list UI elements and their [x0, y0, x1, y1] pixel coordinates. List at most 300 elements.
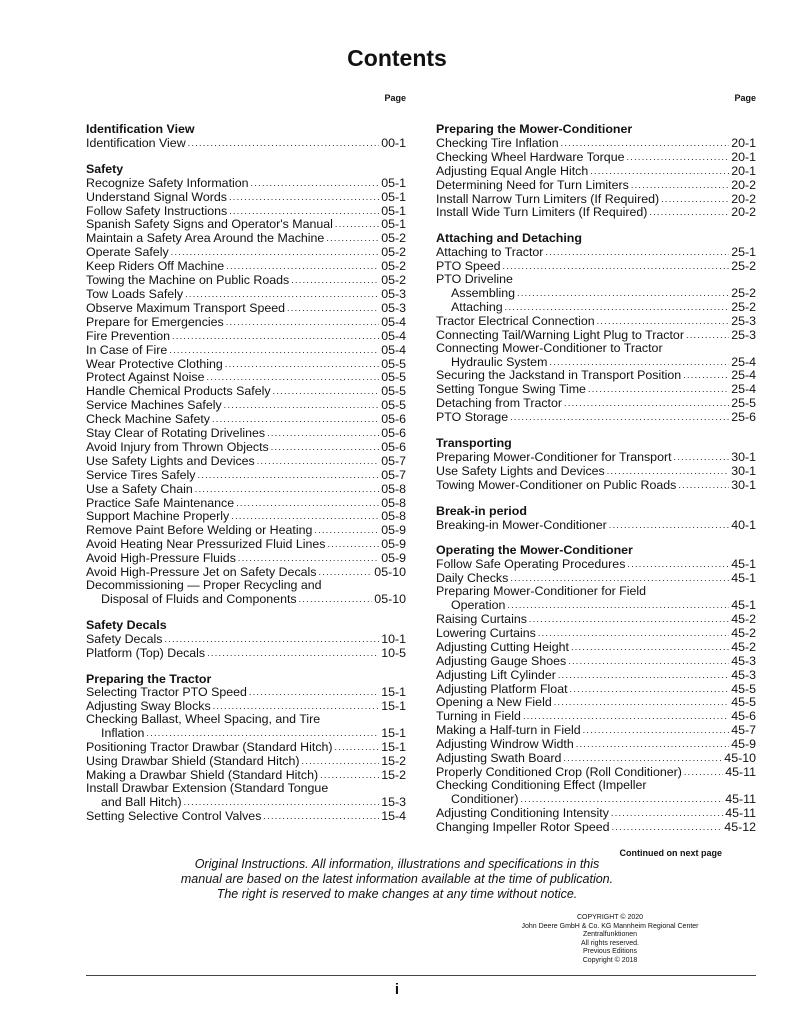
toc-entry[interactable]: [436, 654, 756, 668]
toc-entry-label: Checking Wheel Hardware Torque: [436, 149, 625, 164]
page-column-header: Page: [384, 93, 406, 103]
toc-entry[interactable]: [86, 273, 406, 287]
toc-entry-label: Avoid Heating Near Pressurized Fluid Lines: [86, 537, 326, 552]
dot-leader: [626, 150, 729, 164]
toc-entry-label: Wear Protective Clothing: [86, 356, 223, 371]
toc-entry[interactable]: [86, 398, 406, 412]
toc-entry[interactable]: [436, 598, 756, 612]
toc-entry-page: 45-2: [731, 612, 756, 626]
copyright-line: Previous Editions: [582, 948, 638, 955]
toc-entry[interactable]: [436, 396, 756, 410]
toc-entry-label: Lowering Curtains: [436, 625, 536, 640]
toc-entry-page: 45-1: [731, 598, 756, 613]
toc-entry[interactable]: [436, 779, 756, 792]
toc-entry[interactable]: [86, 632, 406, 646]
dot-leader: [607, 464, 729, 478]
toc-entry[interactable]: [86, 646, 406, 660]
dot-leader: [195, 482, 379, 496]
toc-entry-label: and Ball Hitch): [101, 794, 182, 809]
dot-leader: [251, 176, 380, 190]
toc-entry-page: 05-5: [381, 370, 406, 385]
dot-leader: [570, 682, 730, 696]
toc-entry[interactable]: [436, 751, 756, 765]
footer-divider: [86, 975, 756, 976]
toc-entry-page: 15-1: [381, 685, 406, 700]
copyright-line: Zentralfunktionen: [582, 931, 638, 938]
toc-entry-page: 05-3: [381, 286, 406, 301]
toc-entry-label: Fire Prevention: [86, 328, 171, 343]
toc-entry-label: Checking Conditioning Effect (Impeller: [436, 777, 647, 792]
toc-entry-page: 15-1: [381, 726, 406, 741]
dot-leader: [661, 192, 729, 206]
dot-leader: [185, 287, 379, 301]
toc-entry[interactable]: [86, 259, 406, 273]
copyright-line: John Deere GmbH & Co. KG Mannheim Regional Center: [521, 922, 699, 930]
toc-entry[interactable]: [86, 412, 406, 426]
toc-entry[interactable]: [86, 740, 406, 754]
copyright-line: COPYRIGHT © 2020: [576, 914, 644, 921]
toc-entry[interactable]: [436, 164, 756, 178]
toc-entry-page: 25-4: [731, 382, 756, 397]
toc-entry[interactable]: [86, 699, 406, 713]
toc-entry-page: 45-11: [725, 791, 756, 806]
toc-entry[interactable]: [86, 592, 406, 606]
toc-entry[interactable]: [436, 792, 756, 806]
toc-entry-label: Hydraulic System: [451, 354, 548, 369]
toc-entry-page: 05-2: [381, 259, 406, 274]
toc-entry-label: Turning in Field: [436, 709, 521, 724]
dot-leader: [213, 699, 380, 713]
toc-entry[interactable]: [86, 713, 406, 726]
toc-entry-page: 05-1: [381, 217, 406, 232]
toc-entry-label: Raising Curtains: [436, 612, 527, 626]
dot-leader: [320, 768, 379, 782]
toc-entry-page: 20-2: [731, 177, 756, 192]
dot-leader: [291, 273, 379, 287]
dot-leader: [212, 412, 379, 426]
toc-entry[interactable]: [436, 478, 756, 492]
dot-leader: [529, 612, 729, 626]
toc-entry[interactable]: [436, 136, 756, 150]
toc-section-title: Identification View: [86, 122, 195, 136]
dot-leader: [583, 723, 730, 737]
dot-leader: [503, 259, 730, 273]
toc-entry[interactable]: [86, 357, 406, 371]
toc-entry[interactable]: [86, 190, 406, 204]
toc-entry-page: 10-1: [381, 631, 406, 646]
toc-entry[interactable]: [436, 355, 756, 369]
toc-entry[interactable]: [86, 685, 406, 699]
toc-entry[interactable]: [86, 523, 406, 537]
toc-entry[interactable]: [86, 795, 406, 809]
dot-leader: [263, 809, 379, 823]
toc-entry-page: 20-1: [731, 163, 756, 178]
toc-entry-label: Service Tires Safely: [86, 467, 196, 482]
toc-section-title: Attaching and Detaching: [436, 231, 582, 246]
dot-leader: [588, 382, 729, 396]
toc-entry[interactable]: [436, 806, 756, 820]
toc-entry-page: 45-10: [724, 751, 756, 766]
toc-entry-label: PTO Speed: [436, 259, 501, 274]
toc-entry[interactable]: [436, 300, 756, 314]
toc-entry-page: 05-2: [381, 245, 406, 260]
toc-entry[interactable]: [436, 192, 756, 206]
dot-leader: [226, 315, 379, 329]
toc-entry-label: Follow Safety Instructions: [86, 203, 228, 218]
toc-entry-label: Making a Drawbar Shield (Standard Hitch): [86, 767, 319, 782]
toc-entry[interactable]: [86, 768, 406, 782]
toc-entry-page: 10-5: [381, 645, 406, 660]
page-title: Contents: [347, 45, 447, 71]
toc-entry-page: 05-4: [381, 342, 406, 357]
toc-section: [436, 232, 756, 424]
dot-leader: [207, 646, 379, 660]
toc-section-title: Operating the Mower-Conditioner: [436, 543, 633, 558]
toc-entry-label: Prepare for Emergencies: [86, 314, 224, 329]
toc-entry-page: 45-6: [731, 709, 756, 724]
dot-leader: [507, 598, 729, 612]
dot-leader: [517, 286, 729, 300]
dot-leader: [631, 178, 729, 192]
toc-entry[interactable]: [86, 384, 406, 398]
toc-entry-label: Adjusting Windrow Width: [436, 737, 574, 752]
dot-leader: [171, 245, 380, 259]
toc-entry-label: PTO Storage: [436, 410, 509, 425]
toc-entry-page: 25-1: [731, 245, 756, 260]
toc-entry[interactable]: [86, 565, 406, 579]
toc-entry-label: Breaking-in Mower-Conditioner: [436, 517, 607, 532]
toc-entry[interactable]: [86, 551, 406, 565]
dot-leader: [627, 557, 729, 571]
dot-leader: [549, 355, 729, 369]
dot-leader: [563, 751, 722, 765]
toc-entry-label: Spanish Safety Signs and Operator's Manual: [86, 217, 333, 232]
dot-leader: [612, 820, 723, 834]
toc-entry-label: Service Machines Safely: [86, 398, 222, 413]
dot-leader: [184, 795, 380, 809]
toc-entry-page: 05-5: [381, 356, 406, 371]
toc-entry[interactable]: [86, 245, 406, 259]
dot-leader: [267, 426, 379, 440]
dot-leader: [257, 454, 379, 468]
toc-entry[interactable]: [436, 820, 756, 834]
toc-entry-label: Identification View: [86, 135, 186, 150]
toc-entry-label: Remove Paint Before Welding or Heating: [86, 523, 313, 538]
toc-section: [86, 619, 406, 660]
toc-entry[interactable]: [86, 343, 406, 357]
dot-leader: [238, 551, 379, 565]
toc-entry-label: Determining Need for Turn Limiters: [436, 177, 629, 192]
dot-leader: [225, 357, 379, 371]
dot-leader: [236, 496, 379, 510]
toc-entry-label: Setting Tongue Swing Time: [436, 382, 586, 397]
toc-entry-page: 45-7: [731, 723, 756, 738]
toc-entry-label: Avoid High-Pressure Fluids: [86, 551, 236, 566]
toc-entry-page: 45-2: [731, 639, 756, 654]
dot-leader: [146, 726, 379, 740]
dot-leader: [510, 571, 729, 585]
toc-entry-label: Install Drawbar Extension (Standard Tongue: [86, 780, 329, 795]
toc-entry[interactable]: [86, 329, 406, 343]
dot-leader: [510, 410, 729, 424]
toc-entry-label: Tow Loads Safely: [86, 286, 184, 301]
toc-entry-page: 15-2: [381, 767, 406, 782]
copyright-block: [460, 914, 760, 965]
toc-entry[interactable]: [436, 245, 756, 259]
dot-leader: [231, 509, 379, 523]
toc-entry-page: 45-3: [731, 667, 756, 682]
toc-entry-page: 25-2: [731, 299, 756, 314]
toc-entry[interactable]: [86, 440, 406, 454]
toc-entry[interactable]: [436, 328, 756, 342]
toc-left-sections: [86, 123, 406, 823]
dot-leader: [273, 384, 380, 398]
toc-entry[interactable]: [86, 231, 406, 245]
toc-entry-page: 25-4: [731, 354, 756, 369]
toc-entry[interactable]: [436, 723, 756, 737]
toc-entry-label: Attaching to Tractor: [436, 245, 544, 260]
dot-leader: [302, 754, 380, 768]
dot-leader: [545, 245, 729, 259]
dot-leader: [224, 398, 380, 412]
toc-section: [436, 123, 756, 219]
toc-entry[interactable]: [436, 314, 756, 328]
toc-entry[interactable]: [436, 571, 756, 585]
toc-entry-label: Assembling: [451, 285, 516, 300]
toc-entry[interactable]: [436, 518, 756, 532]
dot-leader: [271, 440, 379, 454]
toc-entry-page: 15-3: [381, 794, 406, 809]
toc-entry-page: 20-2: [731, 191, 756, 206]
toc-entry-label: Towing the Machine on Public Roads: [86, 273, 290, 288]
toc-entry-label: Adjusting Cutting Height: [436, 639, 569, 654]
toc-entry[interactable]: [436, 178, 756, 192]
toc-entry-label: Preparing Mower-Conditioner for Transport: [436, 449, 672, 464]
dot-leader: [554, 695, 729, 709]
toc-entry-label: Use a Safety Chain: [86, 481, 193, 496]
dot-leader: [206, 370, 379, 384]
toc-entry[interactable]: [86, 496, 406, 510]
toc-entry-page: 45-1: [731, 557, 756, 572]
toc-section-title: Transporting: [436, 436, 512, 451]
dot-leader: [683, 368, 729, 382]
toc-entry[interactable]: [436, 682, 756, 696]
toc-entry-label: Using Drawbar Shield (Standard Hitch): [86, 753, 300, 768]
page-number: i: [394, 981, 400, 998]
toc-entry-page: 25-4: [731, 368, 756, 383]
toc-entry-label: Install Narrow Turn Limiters (If Required): [436, 191, 660, 206]
toc-entry-page: 45-5: [731, 681, 756, 696]
toc-entry-label: Understand Signal Words: [86, 189, 227, 204]
toc-entry-label: Tractor Electrical Connection: [436, 313, 595, 328]
toc-entry[interactable]: [86, 370, 406, 384]
toc-entry[interactable]: [436, 286, 756, 300]
toc-entry-page: 15-1: [381, 699, 406, 714]
toc-section-title: Safety Decals: [86, 617, 167, 632]
toc-entry[interactable]: [86, 726, 406, 740]
dot-leader: [561, 136, 730, 150]
toc-entry-page: 05-4: [381, 328, 406, 343]
toc-entry[interactable]: [436, 557, 756, 571]
toc-entry-label: Recognize Safety Information: [86, 175, 249, 190]
toc-entry-label: Handle Chemical Products Safely: [86, 384, 271, 399]
dot-leader: [558, 668, 729, 682]
toc-entry-page: 25-5: [731, 396, 756, 411]
toc-entry[interactable]: [86, 537, 406, 551]
dot-leader: [249, 685, 379, 699]
toc-entry-page: 05-6: [381, 412, 406, 427]
toc-entry[interactable]: [86, 217, 406, 231]
toc-entry-page: 25-3: [731, 313, 756, 328]
toc-entry-page: 05-7: [381, 467, 406, 482]
toc-entry[interactable]: [86, 579, 406, 592]
toc-entry-page: 05-5: [381, 398, 406, 413]
toc-right-column: [436, 92, 756, 859]
toc-section-title: Preparing the Mower-Conditioner: [436, 122, 633, 136]
toc-entry-page: 05-1: [381, 175, 406, 190]
toc-section: [86, 123, 406, 150]
toc-entry[interactable]: [436, 150, 756, 164]
toc-entry[interactable]: [436, 737, 756, 751]
toc-entry-label: Operate Safely: [86, 245, 169, 260]
toc-entry[interactable]: [86, 454, 406, 468]
toc-entry-page: 05-5: [381, 384, 406, 399]
toc-entry-page: 05-2: [381, 231, 406, 246]
toc-entry-label: Opening a New Field: [436, 695, 552, 710]
toc-entry-page: 05-8: [381, 495, 406, 510]
copyright-line: All rights reserved.: [581, 939, 639, 947]
toc-entry-page: 05-10: [374, 565, 406, 580]
toc-entry-page: 05-8: [381, 509, 406, 524]
toc-entry-label: Adjusting Platform Float: [436, 681, 568, 696]
toc-entry-label: Checking Tire Inflation: [436, 135, 559, 150]
note-line: Original Instructions. All information, illustrations and specifications in this: [194, 857, 600, 871]
toc-entry[interactable]: [436, 205, 756, 219]
toc-entry-label: Platform (Top) Decals: [86, 645, 206, 660]
toc-entry[interactable]: [436, 342, 756, 355]
dot-leader: [684, 765, 723, 779]
toc-entry-label: PTO Driveline: [436, 272, 513, 287]
toc-entry-label: Protect Against Noise: [86, 370, 205, 385]
page-column-header: Page: [734, 93, 756, 103]
toc-entry[interactable]: [86, 426, 406, 440]
note-line: The right is reserved to make changes at any time without notice.: [216, 887, 578, 901]
toc-entry[interactable]: [436, 273, 756, 286]
toc-entry-page: 20-1: [731, 135, 756, 150]
toc-entry-page: 05-1: [381, 189, 406, 204]
dot-leader: [564, 396, 729, 410]
toc-entry[interactable]: [436, 259, 756, 273]
toc-entry[interactable]: [86, 754, 406, 768]
dot-leader: [327, 537, 379, 551]
toc-entry-page: 45-11: [725, 805, 756, 820]
toc-entry-page: 05-8: [381, 481, 406, 496]
toc-entry[interactable]: [86, 176, 406, 190]
toc-entry-label: Inflation: [101, 726, 145, 741]
toc-entry-label: Adjusting Sway Blocks: [86, 699, 211, 714]
dot-leader: [229, 204, 379, 218]
toc-entry-label: Conditioner): [451, 791, 519, 806]
dot-leader: [597, 314, 730, 328]
toc-entry[interactable]: [436, 368, 756, 382]
toc-entry[interactable]: [436, 464, 756, 478]
toc-entry-page: 15-2: [381, 753, 406, 768]
dot-leader: [523, 709, 729, 723]
toc-entry-label: Install Wide Turn Limiters (If Required): [436, 205, 648, 220]
toc-entry[interactable]: [86, 287, 406, 301]
toc-entry-label: Use Safety Lights and Devices: [436, 463, 605, 478]
toc-section-title: Safety: [86, 161, 124, 176]
toc-section: [436, 505, 756, 532]
dot-leader: [505, 300, 730, 314]
toc-entry-label: Adjusting Lift Cylinder: [436, 667, 556, 682]
toc-entry-page: 05-9: [381, 523, 406, 538]
dot-leader: [678, 478, 729, 492]
toc-entry-label: Practice Safe Maintenance: [86, 495, 235, 510]
toc-entry-label: Setting Selective Control Valves: [86, 808, 262, 823]
toc-entry[interactable]: [436, 626, 756, 640]
toc-entry[interactable]: [86, 482, 406, 496]
dot-leader: [590, 164, 729, 178]
toc-entry[interactable]: [436, 410, 756, 424]
toc-entry[interactable]: [86, 315, 406, 329]
continued-notice: Continued on next page: [619, 847, 722, 858]
toc-entry-label: Preparing Mower-Conditioner for Field: [436, 584, 647, 599]
toc-entry[interactable]: [436, 450, 756, 464]
toc-entry-page: 20-2: [731, 205, 756, 220]
toc-entry[interactable]: [86, 782, 406, 795]
toc-entry[interactable]: [436, 612, 756, 626]
toc-entry-label: Avoid High-Pressure Jet on Safety Decals: [86, 565, 317, 580]
toc-entry-page: 05-2: [381, 273, 406, 288]
toc-entry[interactable]: [436, 709, 756, 723]
dot-leader: [568, 654, 729, 668]
toc-entry-page: 05-9: [381, 537, 406, 552]
toc-entry-label: Avoid Injury from Thrown Objects: [86, 439, 269, 454]
toc-entry[interactable]: [86, 509, 406, 523]
toc-entry[interactable]: [436, 695, 756, 709]
toc-entry-label: Selecting Tractor PTO Speed: [86, 685, 247, 700]
toc-entry-page: 45-5: [731, 695, 756, 710]
toc-entry[interactable]: [86, 301, 406, 315]
toc-entry-label: Daily Checks: [436, 571, 509, 586]
toc-entry-label: Use Safety Lights and Devices: [86, 453, 255, 468]
toc-entry[interactable]: [436, 765, 756, 779]
dot-leader: [576, 737, 729, 751]
toc-entry-page: 15-1: [381, 740, 406, 755]
dot-leader: [188, 136, 380, 150]
toc-entry[interactable]: [436, 585, 756, 598]
toc-entry[interactable]: [436, 640, 756, 654]
toc-entry-page: 25-3: [731, 327, 756, 342]
toc-entry-page: 05-6: [381, 426, 406, 441]
toc-entry[interactable]: [436, 382, 756, 396]
toc-entry-label: Connecting Tail/Warning Light Plug to Tractor: [436, 327, 684, 342]
toc-entry[interactable]: [86, 204, 406, 218]
toc-entry[interactable]: [86, 468, 406, 482]
toc-entry[interactable]: [436, 668, 756, 682]
toc-entry-page: 00-1: [381, 135, 406, 150]
toc-entry[interactable]: [86, 809, 406, 823]
toc-entry-label: Checking Ballast, Wheel Spacing, and Tire: [86, 712, 321, 727]
toc-entry-label: Attaching: [451, 299, 503, 314]
dot-leader: [609, 518, 729, 532]
toc-entry[interactable]: [86, 136, 406, 150]
toc-section: [436, 437, 756, 492]
dot-leader: [649, 205, 729, 219]
dot-leader: [226, 259, 379, 273]
toc-entry-page: 05-3: [381, 300, 406, 315]
